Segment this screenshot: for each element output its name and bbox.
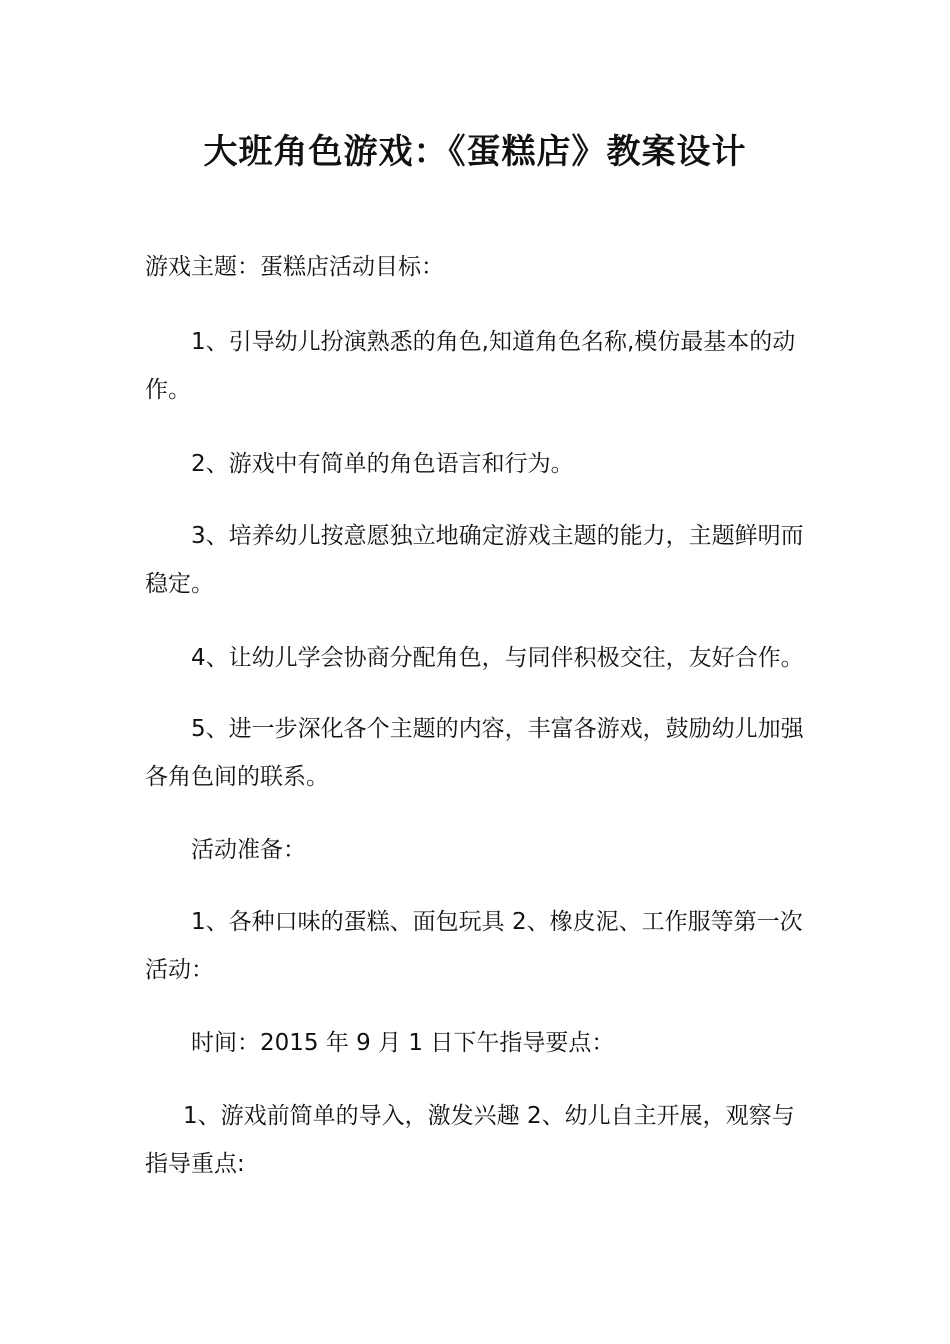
paragraph-preparation-heading: 活动准备： xyxy=(191,837,306,863)
paragraph-goal-2: 2、游戏中有简单的角色语言和行为。 xyxy=(191,451,574,477)
paragraph-goal-4: 4、让幼儿学会协商分配角色，与同伴积极交往，友好合作。 xyxy=(191,645,804,671)
paragraph-preparation-items: 1、各种口味的蛋糕、面包玩具 2、橡皮泥、工作服等第一次活动： xyxy=(145,909,803,983)
paragraph-goal-3: 3、培养幼儿按意愿独立地确定游戏主题的能力，主题鲜明而稳定。 xyxy=(145,523,804,597)
paragraph-goal-1: 1、引导幼儿扮演熟悉的角色,知道角色名称,模仿最基本的动作。 xyxy=(145,329,796,403)
paragraph-goal-5: 5、进一步深化各个主题的内容，丰富各游戏，鼓励幼儿加强各角色间的联系。 xyxy=(145,716,804,790)
document-title: 大班角色游戏：《蛋糕店》教案设计 xyxy=(203,132,747,172)
paragraph-game-theme: 游戏主题：蛋糕店活动目标： xyxy=(145,254,444,280)
paragraph-guidance: 1、游戏前简单的导入，激发兴趣 2、幼儿自主开展，观察与指导重点: xyxy=(145,1103,795,1177)
paragraph-time: 时间：2015 年 9 月 1 日下午指导要点： xyxy=(191,1030,615,1056)
